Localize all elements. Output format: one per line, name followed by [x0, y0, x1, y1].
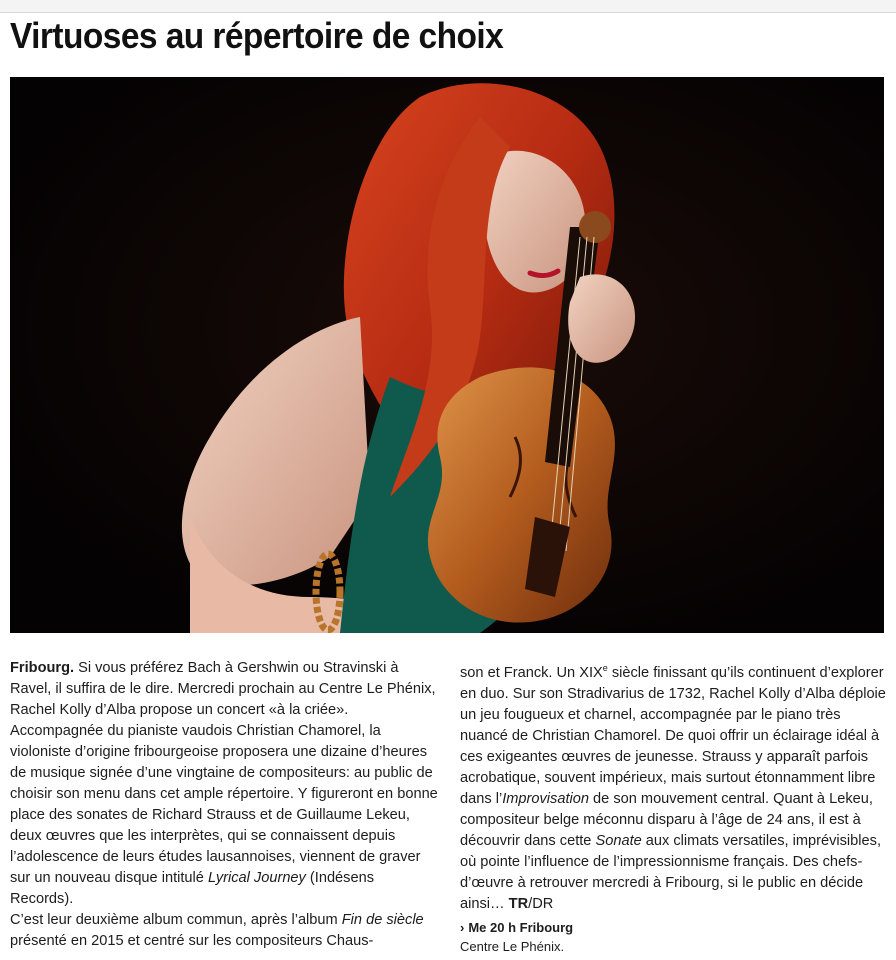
article-photo	[10, 77, 884, 633]
paragraph-3-text-a: son et Franck. Un XIX	[460, 664, 603, 681]
violinist-photo-illustration	[10, 77, 884, 633]
photo-credit: /DR	[528, 895, 554, 912]
paragraph-2-end: présenté en 2015 et centré sur les compositeurs Chaus-	[10, 933, 374, 949]
article-paragraph-1	[10, 658, 440, 910]
paragraph-1-end: (Indésens Records).	[10, 870, 375, 907]
event-date-place: Me 20 h Fribourg	[468, 919, 574, 935]
article-paragraph-2	[10, 910, 440, 952]
work-title-sonate: Sonate	[595, 832, 642, 849]
article-paragraph-3	[460, 658, 890, 915]
paragraph-2-start: C’est leur deuxième album commun, après l’album	[10, 912, 342, 928]
paragraph-3-text-d: aux climats versatiles, imprévisibles, où pointe l’influence de l’impressionnisme français. Des chefs-d’œuvre à retrouver mercredi à Fribourg, si le public en décide ainsi…	[460, 832, 881, 912]
album-title-lyrical-journey: Lyrical Journey	[207, 870, 306, 886]
dateline: Fribourg.	[10, 660, 75, 676]
paragraph-1-text: Si vous préférez Bach à Gershwin ou Stravinski à Ravel, il suffira de le dire. Mercredi prochain au Centre Le Phénix, Rachel Kolly d’Alba propose un concert «à la criée». Accompagnée du pianiste vaudois Christian Chamorel, la violoniste d’origine fribourgeoise proposera une dizaine d’heures de musique signée d’une vingtaine de compositeurs: au public de choisir son menu dans cet ample répertoire. Y figureront en bonne place des sonates de Richard Strauss et de Guillaume Lekeu, deux œuvres que les interprètes, qui se connaissent depuis l’adolescence de leurs études lausannoises, viennent de graver sur un nouveau disque intitulé	[10, 660, 438, 886]
article-column-2	[460, 658, 890, 956]
author-signature: TR	[508, 895, 529, 912]
paragraph-3-text-c: de son mouvement central. Quant à Lekeu, compositeur belge méconnu disparu à l’âge de 24 ans, il est à découvrir dans cette	[460, 790, 873, 849]
work-title-improvisation: Improvisation	[502, 790, 589, 807]
page-top-edge	[0, 0, 896, 13]
album-title-fin-de-siecle: Fin de siècle	[341, 912, 424, 928]
paragraph-3-text-b: siècle finissant qu’ils continuent d’explorer en duo. Sur son Stradivarius de 1732, Rachel Kolly d’Alba déploie un jeu fougueux et charnel, accompagnée par le piano très nuancé de Christian Chamorel. De quoi offrir un éclairage idéal à ces exigeantes œuvres de jeunesse. Strauss y apparaît parfois acrobatique, souvent impérieux, mais surtout étonnamment libre dans l’	[460, 664, 886, 807]
event-info	[460, 918, 890, 956]
article-title: Virtuoses au répertoire de choix	[10, 15, 504, 56]
event-venue: Centre Le Phénix.	[460, 938, 565, 954]
chevron-right-icon: ›	[460, 919, 465, 935]
superscript-e: e	[602, 663, 608, 673]
article-column-1	[10, 658, 440, 952]
